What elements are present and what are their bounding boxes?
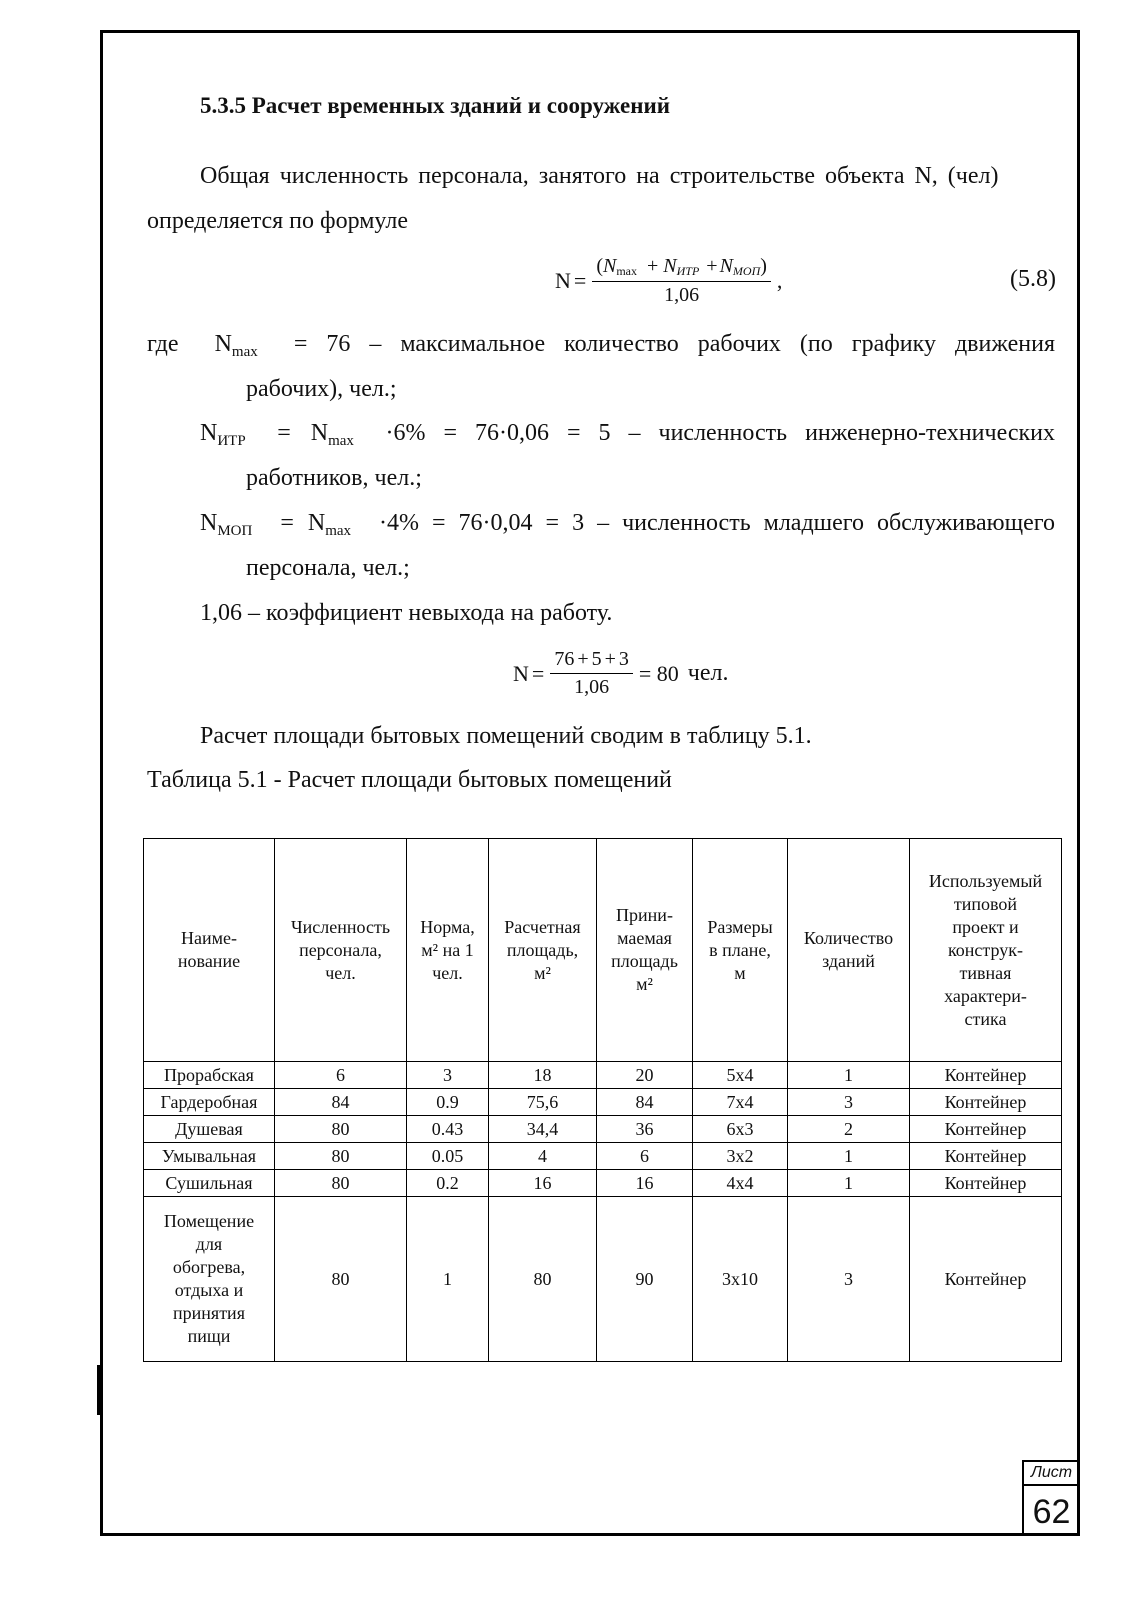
table-row: Прорабская 6 3 18 20 5x4 1 Контейнер bbox=[144, 1062, 1062, 1089]
def-nmax-text: = 76 – максимальное количество рабочих (по графику движения bbox=[293, 331, 1055, 357]
def-nitr-text: ·6% = 76·0,06 = 5 – численность инженерно-технических bbox=[385, 420, 1055, 446]
intro-text-1: Общая численность персонала, занятого на строительстве объекта N, (чел) bbox=[200, 163, 999, 189]
table-row: Умывальная 80 0.05 4 6 3x2 1 Контейнер bbox=[144, 1143, 1062, 1170]
col-header-norm: Норма, м² на 1 чел. bbox=[407, 839, 489, 1062]
equation-number: (5.8) bbox=[1010, 266, 1056, 292]
sheet-label: Лист bbox=[1024, 1462, 1079, 1486]
def-nitr-cont: работников, чел.; bbox=[246, 465, 422, 491]
formula-eq: = bbox=[573, 268, 587, 293]
col-header-count: Количество зданий bbox=[788, 839, 910, 1062]
def-nmop: $N_{МОП}$ = $N_{max}$ ·4% = 76·0,04 = 3 – численность младшего обслуживающего bbox=[200, 510, 1055, 539]
def-nmop-text: ·4% = 76·0,04 = 3 – численность младшего обслуживающего bbox=[379, 510, 1055, 536]
formula-5-8 bbox=[555, 255, 782, 307]
def-nmax-cont: рабочих), чел.; bbox=[246, 376, 397, 402]
section-heading: 5.3.5 Расчет временных зданий и сооружений bbox=[200, 93, 670, 118]
table-row: Сушильная 80 0.2 16 16 4x4 1 Контейнер bbox=[144, 1170, 1062, 1197]
sheet-stamp bbox=[1022, 1460, 1079, 1536]
intro-line-2: определяется по формуле bbox=[147, 208, 408, 234]
intro-line-1 bbox=[200, 163, 1055, 190]
sheet-number: 62 bbox=[1032, 1493, 1071, 1531]
def-nitr: $N_{ИТР}$ = $N_{max}$ ·6% = 76·0,06 = 5 – численность инженерно-технических bbox=[200, 420, 1055, 449]
calc-denominator: 1,06 bbox=[574, 676, 610, 698]
col-header-dimensions: Размеры в плане, м bbox=[693, 839, 788, 1062]
table-row: Гардеробная 84 0.9 75,6 84 7x4 3 Контейнер bbox=[144, 1089, 1062, 1116]
def-nmax: где $N_{max}$ = 76 – максимальное количество рабочих (по графику движения bbox=[147, 331, 1055, 360]
last-row-name: Помещение для обогрева, отдыха и принятия пищи bbox=[144, 1197, 275, 1362]
def-nmop-cont: персонала, чел.; bbox=[246, 555, 410, 581]
col-header-staff: Численность персонала, чел. bbox=[275, 839, 407, 1062]
table-row: Помещение для обогрева, отдыха и принятия пищи 80 1 80 90 3x10 3 Контейнер bbox=[144, 1197, 1062, 1362]
table-row: Душевая 80 0.43 34,4 36 6x3 2 Контейнер bbox=[144, 1116, 1062, 1143]
col-header-project: Используемый типовой проект и конструк- тивная характери- стика bbox=[910, 839, 1062, 1062]
formula-fraction bbox=[592, 255, 771, 307]
col-header-calc-area: Расчетная площадь, м² bbox=[489, 839, 597, 1062]
table-intro: Расчет площади бытовых помещений сводим в таблицу 5.1. bbox=[200, 723, 812, 749]
calc-numerator: 76 + 5 + 3 bbox=[550, 648, 633, 674]
frame-mark bbox=[97, 1365, 100, 1415]
table-caption: Таблица 5.1 - Расчет площади бытовых помещений bbox=[147, 767, 672, 793]
table-header-row bbox=[144, 839, 1062, 1062]
calc-fraction bbox=[550, 648, 633, 699]
rooms-table bbox=[143, 838, 1062, 1362]
formula-numerator: $(N_{max} + N_{ИТР} + N_{МОП})$ bbox=[592, 255, 771, 282]
formula-denominator: 1,06 bbox=[664, 284, 700, 306]
formula-calc: N = $\frac{76 + 5 + 3}{1,06}$ = 80 чел. bbox=[513, 648, 729, 698]
col-header-accepted-area: Прини- маемая площадь м² bbox=[597, 839, 693, 1062]
formula-comma: , bbox=[776, 268, 783, 293]
formula-lhs: N bbox=[555, 268, 571, 293]
col-header-name: Наиме- нование bbox=[144, 839, 275, 1062]
def-coef: 1,06 – коэффициент невыхода на работу. bbox=[200, 600, 613, 626]
